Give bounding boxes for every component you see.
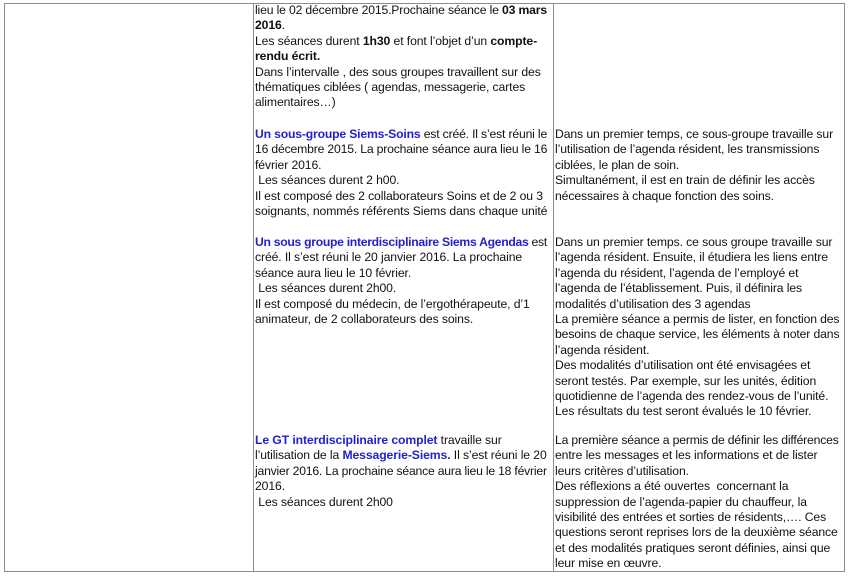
- text-line: seront testés. Par exemple, sur les unités, édition: [555, 373, 817, 388]
- text-line: [255, 18, 547, 33]
- text-line: 2016.: [255, 479, 285, 494]
- text-line: soignants, nommés référents Siems dans chaque unité: [255, 203, 548, 218]
- text-line: [255, 127, 547, 142]
- emphasis: compte-: [490, 33, 538, 48]
- text-line: modalités d’utilisation des 3 agendas: [555, 296, 751, 311]
- text-line: questions seront reprises lors de la deuxième séance: [555, 525, 838, 540]
- text-line: entre les messages et les informations et de lister: [555, 448, 818, 463]
- next-session-year: 2016: [255, 18, 282, 33]
- text-line: leur mise en œuvre.: [555, 556, 662, 571]
- text-line: séance aura lieu le 10 février.: [255, 265, 412, 280]
- text-line: Dans un premier temps, ce sous-groupe travaille sur: [555, 127, 834, 141]
- text: l’utilisation de la: [255, 448, 343, 463]
- text: lieu le 02 décembre 2015.Prochaine séance le: [255, 3, 502, 17]
- tool-name: Messagerie-Siems.: [342, 448, 451, 463]
- text-line: l’agenda du résident, l’agenda de l’employé et: [555, 265, 799, 280]
- text-line: quotidienne de l’agenda des rendez-vous de l’unité.: [555, 388, 829, 403]
- text-line: l’agenda résident.: [555, 342, 650, 357]
- text-line: [255, 235, 547, 250]
- text-line: 16 décembre 2015. La prochaine séance aura lieu le 16: [255, 142, 548, 157]
- text-line: l’agenda de l’établissement. Puis, il définira les: [555, 281, 803, 296]
- next-session-date: 03 mars: [501, 3, 547, 17]
- text: .: [281, 18, 286, 33]
- row-1-description: [255, 3, 547, 111]
- text-line: animateur, de 2 collaborateurs des soins.: [255, 311, 474, 326]
- text-line: janvier 2016. La prochaine séance aura lieu le 18 février: [255, 463, 547, 478]
- text-line: Les séances durent 2h00: [255, 494, 393, 509]
- row-3-description: [255, 235, 547, 327]
- text-line: Des réflexions a été ouvertes concernant la: [555, 479, 789, 494]
- text-line: et des modalités pratiques seront définies, ainsi que: [555, 540, 831, 555]
- text-line: Les résultats du test seront évalués le 10 février.: [555, 404, 812, 419]
- group-name: Le GT interdisciplinaire complet: [255, 433, 438, 447]
- text-line: nécessaires à chaque fonction des soins.: [555, 188, 774, 203]
- row-4-description: [255, 433, 547, 510]
- text-line: [255, 433, 547, 448]
- text: est créé. Il s’est réuni le: [420, 127, 548, 141]
- text-line: Dans l’intervalle , des sous groupes travaillent sur des: [255, 64, 541, 79]
- text: Les séances durent: [255, 33, 363, 48]
- text-line: [255, 34, 547, 49]
- row-2-notes: [555, 127, 833, 204]
- text: travaille sur: [437, 433, 502, 447]
- text-line: besoins de chaque service, les éléments à noter dans: [555, 327, 840, 342]
- session-duration: 1h30: [362, 33, 391, 48]
- text-line: Dans un premier temps. ce sous groupe travaille sur: [555, 235, 833, 249]
- text-line: alimentaires…): [255, 95, 336, 110]
- text-line: leurs critères d’utilisation.: [555, 463, 689, 478]
- row-2-description: [255, 127, 547, 219]
- text-line: La première séance a permis de lister, en fonction des: [555, 311, 840, 326]
- text-line: [255, 3, 547, 18]
- text-line: Les séances durent 2h00.: [255, 281, 397, 296]
- emphasis: rendu écrit.: [255, 49, 321, 64]
- text-line: février 2016.: [255, 157, 322, 172]
- text-line: suppression de l’agenda-papier du chauffeur, la: [555, 494, 807, 509]
- text-line: thématiques ciblées ( agendas, messagerie, cartes: [255, 79, 526, 94]
- text: est: [528, 235, 547, 249]
- group-name: Un sous groupe interdisciplinaire Siems Agendas: [255, 235, 529, 249]
- text-line: Les séances durent 2 h00.: [255, 173, 400, 188]
- text-line: l’agenda résident. Ensuite, il étudiera les liens entre: [555, 250, 828, 265]
- text-line: créé. Il s’est réuni le 20 janvier 2016. La prochaine: [255, 250, 523, 265]
- text: et font l’objet d’un: [390, 33, 491, 48]
- text-line: La première séance a permis de définir les différences: [555, 433, 839, 447]
- row-4-notes: [555, 433, 839, 572]
- text-line: l’utilisation de l’agenda résident, les transmissions: [555, 142, 820, 157]
- text-line: Simultanément, il est en train de définir les accès: [555, 173, 815, 188]
- column-divider: [253, 4, 254, 571]
- text-line: Il est composé des 2 collaborateurs Soins et de 2 ou 3: [255, 188, 543, 203]
- group-name: Un sous-groupe Siems-Soins: [255, 127, 421, 141]
- text-line: [255, 448, 547, 463]
- text-line: ciblées, le plan de soin.: [555, 157, 680, 172]
- column-divider: [553, 4, 554, 571]
- row-3-notes: [555, 235, 839, 420]
- text: Il s’est réuni le 20: [450, 448, 547, 463]
- text-line: Des modalités d’utilisation ont été envisagées et: [555, 358, 811, 373]
- text-line: Il est composé du médecin, de l’ergothérapeute, d’1: [255, 296, 530, 311]
- text-line: visibilité des entrées et sorties de résidents,…. Ces: [555, 509, 827, 524]
